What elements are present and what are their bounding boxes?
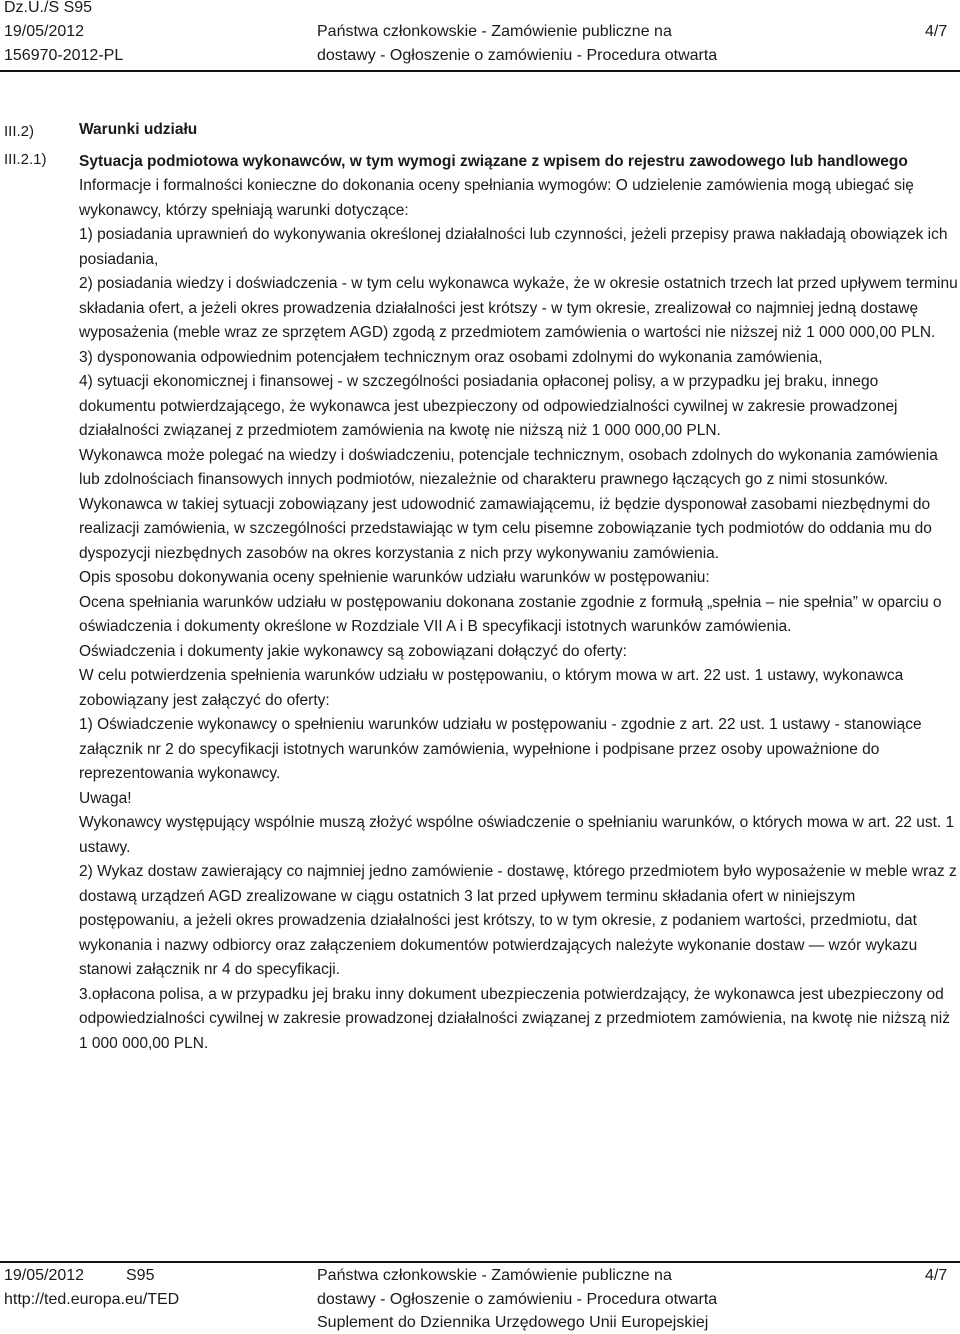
section-number: III.2) xyxy=(4,123,35,140)
header-page-number: 4/7 xyxy=(925,23,948,40)
footer-url: http://ted.europa.eu/TED xyxy=(4,1291,180,1308)
paragraph-joint-bidders-note: Wykonawcy występujący wspólnie muszą złożyć wspólne oświadczenie o spełnianiu warunków, o których mowa w art. 22 ust. 1 ustawy. xyxy=(79,814,955,856)
footer-supplement: Suplement do Dziennika Urzędowego Unii Europejskiej xyxy=(317,1314,709,1331)
footer-title-line2: dostawy - Ogłoszenie o zamówieniu - Procedura otwarta xyxy=(317,1291,718,1308)
footer-rule xyxy=(0,1261,960,1263)
paragraph-condition-2: 2) posiadania wiedzy i doświadczenia - w tym celu wykonawca wykaże, że w okresie ostatnich trzech lat przed upływem terminu składania ofert, a jeżeli okres prowadzenia działalności jest krótszy - w tym okresie, zrealizował co najmniej jedną dostawę wyposażenia (meble wraz ze sprzętem AGD) zgodą z przedmiotem zamówienia o wartości nie niższej niż 1 000 000,00 PLN. xyxy=(79,275,958,341)
paragraph-evaluation-method: Ocena spełniania warunków udziału w postępowaniu dokonana zostanie zgodnie z formułą „spełnia – nie spełnia” w oparciu o oświadczenia i dokumenty określone w Rozdziale VII A i B specyfikacji istotnych warunków zamówienia. xyxy=(79,593,942,635)
paragraph-condition-3: 3) dysponowania odpowiednim potencjałem technicznym oraz osobami zdolnymi do wykonania zamówienia, xyxy=(79,348,823,366)
footer-page-number: 4/7 xyxy=(925,1267,948,1284)
section-body xyxy=(79,118,959,1056)
header-date: 19/05/2012 xyxy=(4,23,85,40)
subsection-number: III.2.1) xyxy=(4,151,47,168)
header-rule xyxy=(0,70,960,72)
paragraph-document-3: 3.opłacona polisa, a w przypadku jej braku inny dokument ubezpieczenia potwierdzający, że wykonawca jest ubezpieczony od odpowiedzialności cywilnej w zakresie prowadzonej działalności związanej z przedmiotem zamówienia, na kwotę nie niższą niż 1 000 000,00 PLN. xyxy=(79,985,950,1052)
subsection-title: Sytuacja podmiotowa wykonawców, w tym wymogi związane z wpisem do rejestru zawodowego lub handlowego xyxy=(79,152,908,170)
footer-series: S95 xyxy=(126,1267,155,1284)
paragraph-condition-4: 4) sytuacji ekonomicznej i finansowej - w szczególności posiadania opłaconej polisy, a w przypadku jej braku, innego dokumentu potwierdzającego, że wykonawca jest ubezpieczony od odpowiedzialności cywilnej w zakresie prowadzonej działalności związanej z przedmiotem zamówienia na kwotę nie niższą niż 1 000 000,00 PLN. xyxy=(79,373,898,439)
paragraph-documents-heading: Oświadczenia i dokumenty jakie wykonawcy są zobowiązani dołączyć do oferty: xyxy=(79,642,627,660)
journal-reference: Dz.U./S S95 xyxy=(4,0,93,16)
header-title-line1: Państwa członkowskie - Zamówienie publiczne na xyxy=(317,23,672,40)
footer-date: 19/05/2012 xyxy=(4,1267,85,1284)
paragraph-third-party-resources: Wykonawca może polegać na wiedzy i doświadczeniu, potencjale technicznym, osobach zdolnych do wykonania zamówienia lub zdolnościach finansowych innych podmiotów, niezależnie od charakteru prawnego łączących go z nimi stosunków. xyxy=(79,446,938,488)
section-title: Warunki udziału xyxy=(79,121,198,138)
notice-number: 156970-2012-PL xyxy=(4,47,124,64)
paragraph-requirements-intro: Informacje i formalności konieczne do dokonania oceny spełniania wymogów: O udzielenie zamówienia mogą ubiegać się wykonawcy, którzy spełniają warunki dotyczące: xyxy=(79,177,914,219)
paragraph-condition-1: 1) posiadania uprawnień do wykonywania określonej działalności lub czynności, jeżeli przepisy prawa nakładają obowiązek ich posiadania, xyxy=(79,226,948,268)
paragraph-document-2: 2) Wykaz dostaw zawierający co najmniej jedno zamówienie - dostawę, którego przedmiotem było wyposażenie w meble wraz z dostawą urządzeń AGD zrealizowane w ciągu ostatnich 3 lat przed upływem terminu składania ofert w niniejszym postępowaniu, a jeżeli okres prowadzenia działalności jest krótszy, to w tym okresie, z podaniem wartości, przedmiotu, dat wykonania i nazwy odbiorcy oraz załączeniem dokumentów potwierdzających należyte wykonanie dostaw — wzór wykazu stanowi załącznik nr 4 do specyfikacji. xyxy=(79,863,957,978)
paragraph-resources-obligation: Wykonawca w takiej sytuacji zobowiązany jest udowodnić zamawiającemu, iż będzie dysponował zasobami niezbędnymi do realizacji zamówienia, w szczególności przedstawiając w tym celu pisemne zobowiązanie tych podmiotów do oddania mu do dyspozycji niezbędnych zasobów na okres korzystania z nich przy wykonywaniu zamówienia. xyxy=(79,495,932,562)
paragraph-document-1: 1) Oświadczenie wykonawcy o spełnieniu warunków udziału w postępowaniu - zgodnie z art. 22 ust. 1 ustawy - stanowiące załącznik nr 2 do specyfikacji istotnych warunków zamówienia, wypełnione i podpisane przez osoby upoważnione do reprezentowania wykonawcy. xyxy=(79,716,922,782)
paragraph-note-label: Uwaga! xyxy=(79,789,132,807)
footer-title-line1: Państwa członkowskie - Zamówienie publiczne na xyxy=(317,1267,672,1284)
paragraph-documents-intro: W celu potwierdzenia spełnienia warunków udziału w postępowaniu, o którym mowa w art. 22 ust. 1 ustawy, wykonawca zobowiązany jest załączyć do oferty: xyxy=(79,667,904,709)
paragraph-evaluation-heading: Opis sposobu dokonywania oceny spełnienie warunków udziału warunków w postępowaniu: xyxy=(79,569,710,586)
header-title-line2: dostawy - Ogłoszenie o zamówieniu - Procedura otwarta xyxy=(317,47,718,64)
